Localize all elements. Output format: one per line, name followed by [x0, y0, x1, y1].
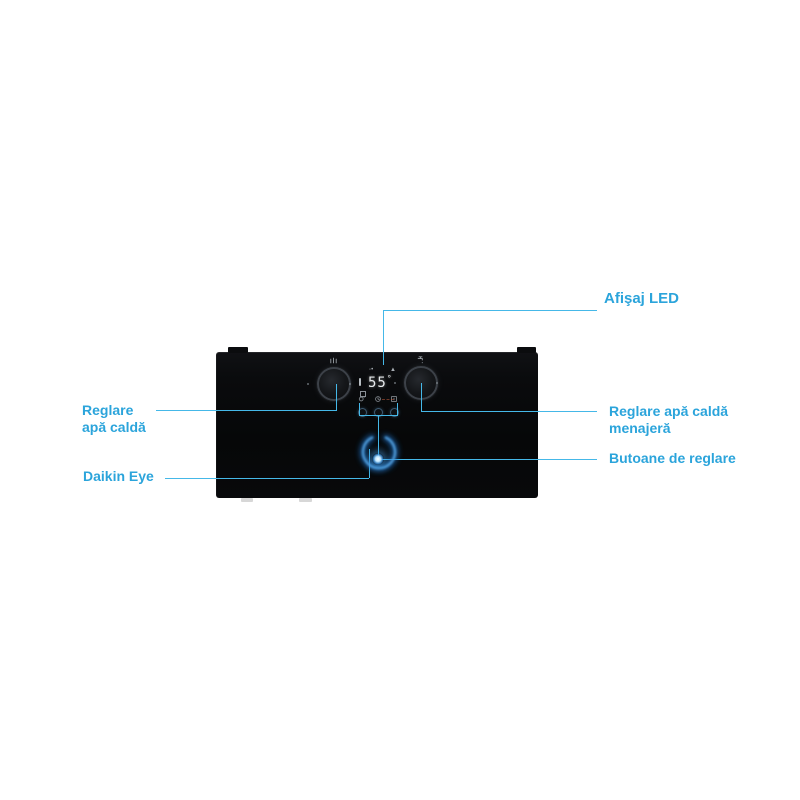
label-line: menajeră	[609, 420, 671, 436]
tank-icon: ▲	[390, 367, 396, 373]
top-right-tab	[517, 347, 536, 353]
alert-bar-icon	[359, 378, 361, 386]
bracket-right-stub	[397, 403, 398, 415]
callout-line-eye-h	[165, 478, 369, 479]
callout-line-left-knob-v	[336, 384, 337, 410]
schedule-icon	[374, 395, 382, 403]
label-led-display: Afişaj LED	[604, 290, 680, 307]
bottom-foot-left	[241, 498, 253, 502]
tap-icon	[416, 355, 425, 364]
hot-water-knob	[317, 367, 351, 401]
callout-line-right-knob-v	[421, 383, 422, 411]
status-dots-icon: ◦•	[369, 367, 374, 373]
bracket-left-stub	[359, 403, 360, 415]
temperature-readout: 55°	[368, 374, 392, 391]
callout-line-left-knob-h	[156, 410, 337, 411]
heating-icon	[329, 356, 338, 365]
knob-plus-dot	[349, 383, 351, 385]
eye-bright-dot	[372, 453, 384, 465]
callout-line-display-v	[383, 310, 384, 365]
mode-icon	[358, 395, 366, 403]
knob-plus-dot	[436, 382, 438, 384]
label-hot-water-adjust	[82, 402, 146, 436]
knob-minus-dot	[307, 383, 309, 385]
label-daikin-eye: Daikin Eye	[83, 468, 154, 484]
label-line: Reglare apă caldă	[609, 403, 729, 419]
daikin-eye-glow	[349, 422, 409, 482]
label-adjust-buttons: Butoane de reglare	[609, 450, 736, 466]
label-line: Reglare	[82, 402, 134, 418]
accent-dash	[382, 399, 394, 400]
label-domestic-hot-water-adjust	[609, 403, 728, 437]
top-left-tab	[228, 347, 248, 353]
callout-line-buttons-h	[378, 459, 597, 460]
callout-line-display-h	[383, 310, 597, 311]
bottom-foot-right	[299, 498, 312, 502]
label-line: apă caldă	[82, 419, 146, 435]
callout-line-right-knob-h	[421, 411, 597, 412]
